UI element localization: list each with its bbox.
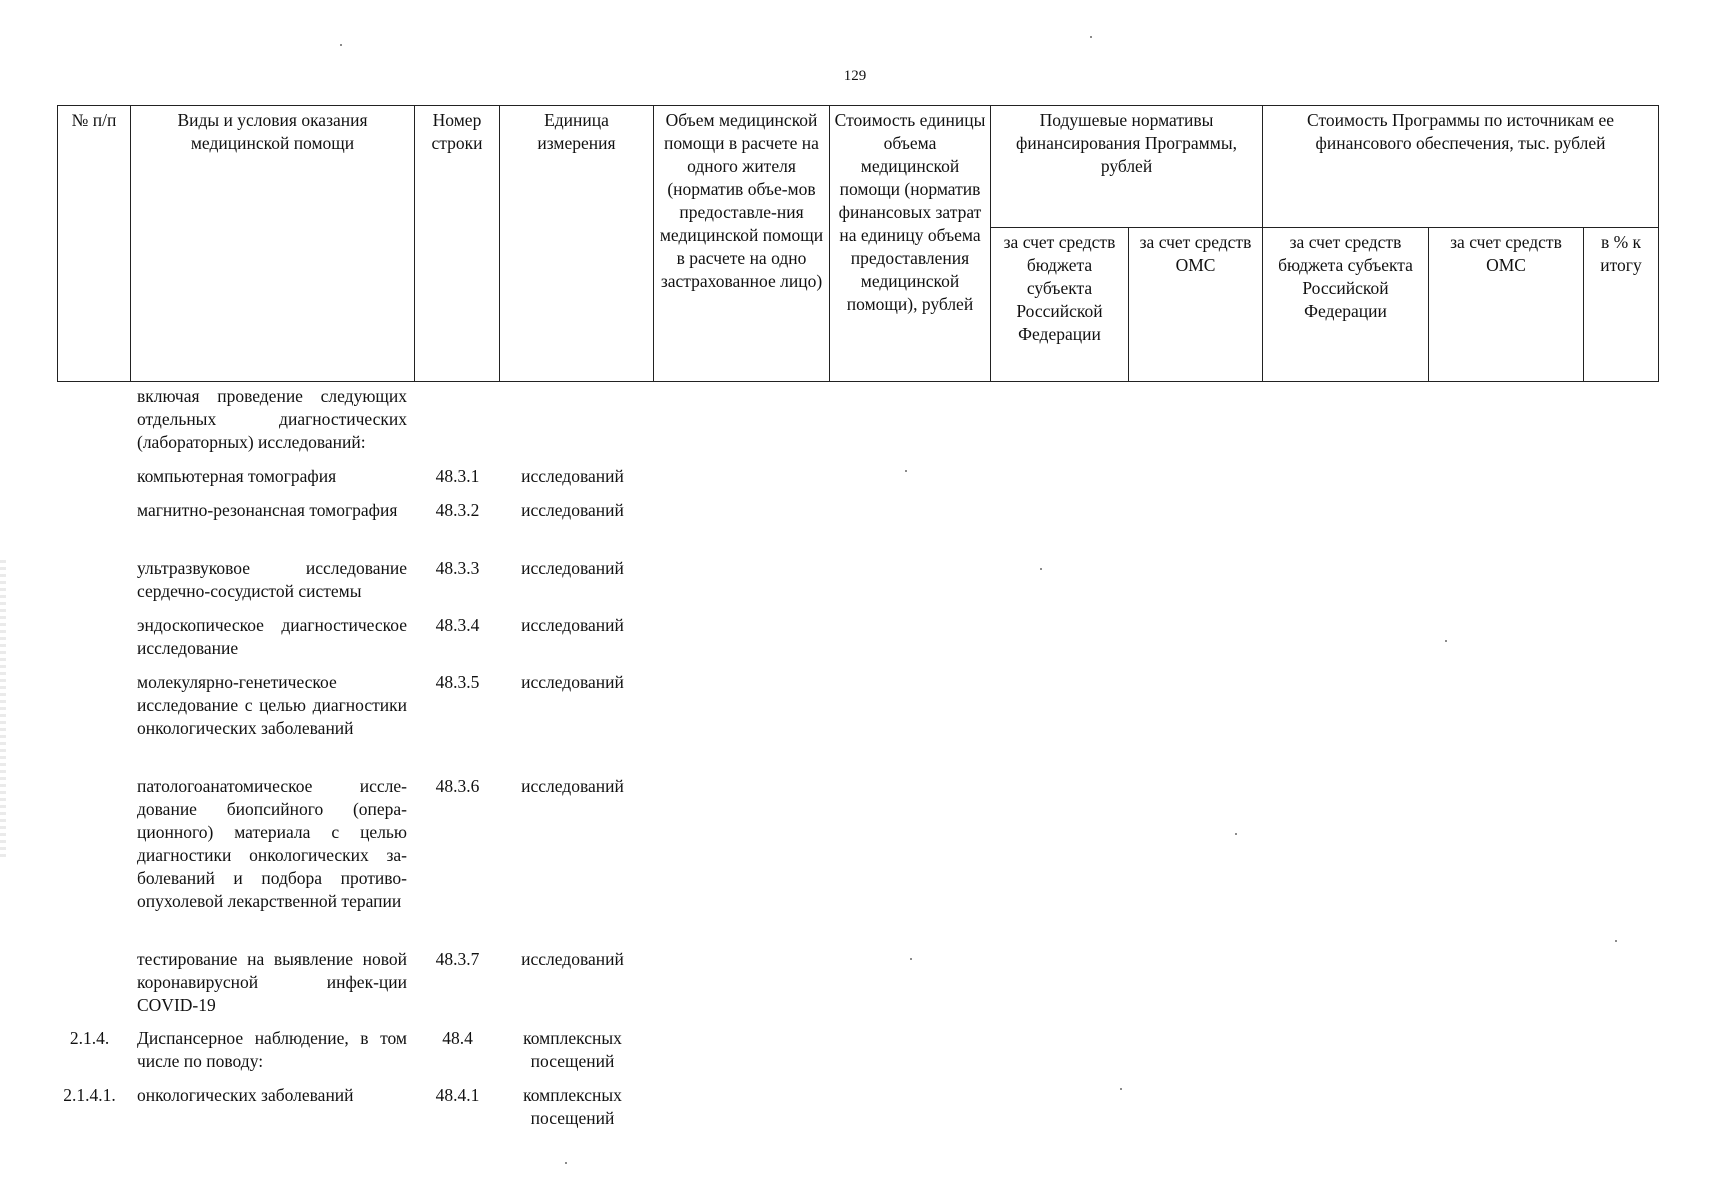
row-name: Диспансерное наблюдение, в том числе по поводу: <box>137 1028 407 1071</box>
scan-speck <box>1615 940 1617 942</box>
row-name: эндоскопическое диагностическое исследование <box>137 615 407 658</box>
header-cost: Стоимость единицы объема медицинской помощи (норматив финансовых затрат на единицу объема предоставления медицинской помощи), рублей <box>830 106 991 382</box>
header-volume: Объем медицинской помощи в расчете на одного жителя (норматив объе-мов предоставле-ния медицинской помощи в расчете на одно застрахованное лицо) <box>654 106 830 382</box>
scan-edge-artifact <box>0 560 6 860</box>
header-per-capita-group: Подушевые нормативы финансирования Программы, рублей <box>991 106 1263 228</box>
scan-speck <box>905 470 907 472</box>
row-unit: исследований <box>521 500 624 520</box>
row-unit: комплексных посещений <box>523 1085 622 1128</box>
row-code: 48.4 <box>442 1028 473 1048</box>
row-name: включая проведение следующих отдельных диагностических (лабораторных) исследований: <box>137 386 407 452</box>
row-code: 48.4.1 <box>435 1085 480 1105</box>
row-name: патологоанатомическое иссле-дование биопсийного (опера-ционного) материала с целью диагностики онкологических за-болеваний и подбора противо-опухолевой лекарственной терапии <box>137 776 407 911</box>
header-cost-percent: в % к итогу <box>1584 228 1659 382</box>
row-unit: исследований <box>521 466 624 486</box>
row-num: 2.1.4. <box>69 1028 110 1048</box>
scan-speck <box>565 1162 567 1164</box>
row-unit: комплексных посещений <box>523 1028 622 1071</box>
scan-speck <box>1090 36 1092 38</box>
header-kind: Виды и условия оказания медицинской помощи <box>131 106 415 382</box>
row-code: 48.3.3 <box>435 558 480 578</box>
header-pc-oms: за счет средств ОМС <box>1129 228 1263 382</box>
header-program-cost-group: Стоимость Программы по источникам ее финансового обеспечения, тыс. рублей <box>1263 106 1659 228</box>
header-pc-budget: за счет средств бюджета субъекта Российской Федерации <box>991 228 1129 382</box>
row-name: тестирование на выявление новой коронавирусной инфек-ции COVID-19 <box>137 949 407 1015</box>
header-cost-oms: за счет средств ОМС <box>1429 228 1584 382</box>
row-code: 48.3.6 <box>435 776 480 796</box>
row-name: ультразвуковое исследование сердечно-сосудистой системы <box>137 558 407 601</box>
row-num: 2.1.4.1. <box>63 1085 116 1105</box>
scan-speck <box>340 44 342 46</box>
scan-speck <box>910 958 912 960</box>
scan-speck <box>1235 833 1237 835</box>
header-unit: Единица измерения <box>500 106 654 382</box>
page-number: 129 <box>843 68 867 84</box>
row-name: молекулярно-генетическое исследование с целью диагностики онкологических заболеваний <box>137 672 407 738</box>
row-code: 48.3.2 <box>435 500 480 520</box>
row-unit: исследований <box>521 672 624 692</box>
row-name: магнитно-резонансная томография <box>137 500 398 520</box>
header-num: № п/п <box>58 106 131 382</box>
row-name: компьютерная томография <box>137 466 337 486</box>
row-code: 48.3.7 <box>435 949 480 969</box>
scan-speck <box>1040 568 1042 570</box>
row-code: 48.3.1 <box>435 466 480 486</box>
header-row-number: Номер строки <box>415 106 500 382</box>
row-code: 48.3.4 <box>435 615 480 635</box>
row-name: онкологических заболеваний <box>137 1085 354 1105</box>
header-cost-budget: за счет средств бюджета субъекта Российской Федерации <box>1263 228 1429 382</box>
row-unit: исследований <box>521 949 624 969</box>
scan-speck <box>1445 640 1447 642</box>
row-code: 48.3.5 <box>435 672 480 692</box>
row-unit: исследований <box>521 776 624 796</box>
row-unit: исследований <box>521 615 624 635</box>
table-header <box>57 105 1659 382</box>
scan-speck <box>1120 1088 1122 1090</box>
row-unit: исследований <box>521 558 624 578</box>
